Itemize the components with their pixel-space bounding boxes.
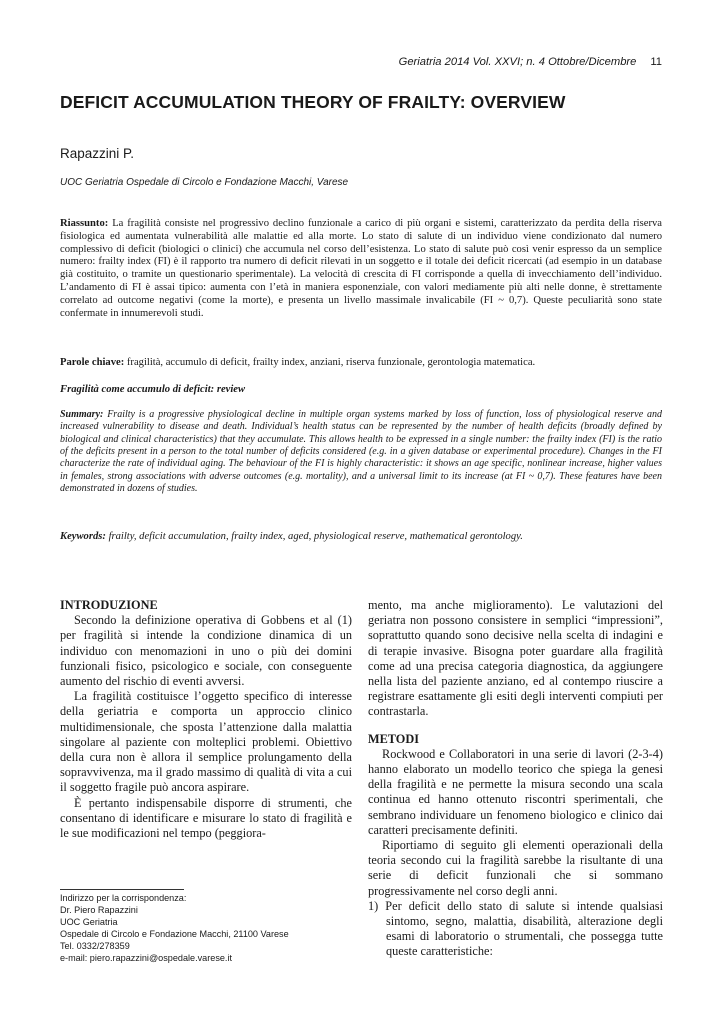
paragraph: È pertanto indispensabile disporre di strumenti, che consentano di identificare e misurare lo stato di fragilità e le sue modificazioni nel tempo (peggiora-	[60, 795, 352, 841]
running-header	[60, 56, 662, 68]
abstract-text: La fragilità consiste nel progressivo declino funzionale a carico di più organi e sistemi, caratterizzato da perdita della riserva fisiologica ed aumentata vulnerabilità alle malattie ed alla morte. Lo stato di salute di un individuo viene condizionato dal numero complessivo di deficit (biologici o clinici) che accumula nel corso dell’esistenza. Lo stato di salute può così venir espresso da un semplice numero: frailty index (FI) è il rapporto tra numero di deficit rilevati in un soggetto e il totale dei deficit ricercati (ad esempio in un database già costituito, o tramite un questionario sperimentale). La velocità di crescita di FI corrisponde a quella di invecchiamento dell’individuo. L’andamento di FI è assai tipico: aumenta con l’età in maniera esponenziale, con valori mediamente più alti nelle donne, è strettamente correlato ad outcome negativi (come la morte), e presenta un livello massimale invalicabile (FI ~ 0,7). Queste peculiarità sono state confermate in innumerevoli studi.	[60, 218, 662, 319]
journal-citation: Geriatria 2014 Vol. XXVI; n. 4 Ottobre/Dicembre	[398, 56, 637, 68]
page-number: 11	[650, 56, 662, 68]
body-column-left	[60, 598, 352, 841]
paragraph: mento, ma anche miglioramento). Le valutazioni del geriatra non possono consistere in semplici “impressioni”, soprattutto quando sono decisive nella scelta di indagini e di terapie invasive. Bisogna poter guardare alla fragilità come ad una precisa categoria diagnostica, da aggiungere nella lista del paziente anziano, ed al contempo riuscire a registrare esattamente gli esiti degli interventi compiuti per contrastarla.	[368, 598, 663, 719]
footnote-email: e-mail: piero.rapazzini@ospedale.varese.it	[60, 952, 232, 963]
section-heading-introduction: INTRODUZIONE	[60, 598, 158, 612]
footnote-divider	[60, 889, 184, 890]
keywords-english	[60, 531, 662, 542]
footnote-line: Indirizzo per la corrispondenza:	[60, 893, 187, 903]
paragraph: Riportiamo di seguito gli elementi operazionali della teoria secondo cui la fragilità sarebbe la risultante di una serie di deficit funzionali che si sommano progressivamente nel corso degli anni.	[368, 838, 663, 898]
footnote-line: Ospedale di Circolo e Fondazione Macchi, 21100 Varese	[60, 928, 289, 939]
footnote-line: Tel. 0332/278359	[60, 940, 130, 951]
keywords-italian	[60, 357, 662, 370]
author-affiliation: UOC Geriatria Ospedale di Circolo e Fondazione Macchi, Varese	[60, 177, 349, 188]
section-heading-methods: METODI	[368, 731, 420, 746]
body-column-right	[368, 598, 663, 960]
keywords-en-text: frailty, deficit accumulation, frailty index, aged, physiological reserve, mathematical gerontology.	[108, 531, 523, 542]
keywords-it-text: fragilità, accumulo di deficit, frailty index, anziani, riserva funzionale, gerontologia matematica.	[126, 357, 536, 368]
author-name: Rapazzini P.	[60, 146, 135, 161]
paragraph: Secondo la definizione operativa di Gobbens et al (1) per fragilità si intende la condizione dinamica di un individuo con menomazioni in uno o più dei domini funzionali fisico, psicologico e sociale, con conseguente aumento del rischio di eventi avversi.	[60, 613, 352, 689]
summary-english	[60, 409, 662, 495]
footnote-line: UOC Geriatria	[60, 916, 118, 927]
list-item: 1) Per deficit dello stato di salute si intende qualsiasi sintomo, segno, malattia, disabilità, alterazione degli esami di laboratorio o strumentali, che possegga tutte queste caratteristiche:	[368, 898, 663, 959]
article-title: DEFICIT ACCUMULATION THEORY OF FRAILTY: OVERVIEW	[60, 92, 566, 112]
keywords-it-label: Parole chiave:	[60, 357, 125, 368]
abstract-label: Riassunto:	[60, 218, 109, 229]
summary-text: Frailty is a progressive physiological decline in multiple organ systems marked by loss of function, loss of physiological reserve and increased vulnerability to disease and death. Individual’s health status can be represented by the number of health deficits (broadly defined by biological and clinical characteristics) that they accumulate. This allows health to be expressed in a single number: the frailty index (FI) is the ratio of the deficits present in a person to the total number of deficits considered (e.g. in a given database or experimental procedure). Changes in the FI characterize the rate of individual aging. The behaviour of the FI is highly characteristic: it shows an age specific, nonlinear increase, higher values in females, strong associations with adverse outcomes (e.g. mortality), and a universal limit to its increase (at FI ~ 0,7). These features have been demonstrated in dozens of studies.	[60, 409, 663, 495]
abstract-italian	[60, 218, 662, 320]
paragraph: Rockwood e Collaboratori in una serie di lavori (2-3-4) hanno elaborato un modello teorico che spiega la genesi della fragilità e ne permette la misura secondo una scala continua ed hanno ottenuto riscontri sperimentali, che sembrano individuare un fenomeno biologico e clinico dai caratteri precisamente definiti.	[368, 746, 663, 837]
paragraph: La fragilità costituisce l’oggetto specifico di interesse della geriatria e comporta un approccio clinico multidimensionale, che sposta l’attenzione dalla malattia singolare al paziente con molteplici problemi. Obiettivo della cura non è allora il semplice prolungamento della sopravvivenza, ma il grado massimo di qualità di vita a cui il soggetto fragile può ancora aspirare.	[60, 689, 352, 795]
footnote-line: Dr. Piero Rapazzini	[60, 904, 138, 915]
keywords-en-label: Keywords:	[60, 531, 106, 542]
summary-label: Summary:	[60, 409, 104, 420]
translated-title: Fragilità come accumulo di deficit: review	[60, 384, 246, 395]
section-spacer	[368, 720, 663, 732]
correspondence-footnote	[60, 893, 352, 964]
